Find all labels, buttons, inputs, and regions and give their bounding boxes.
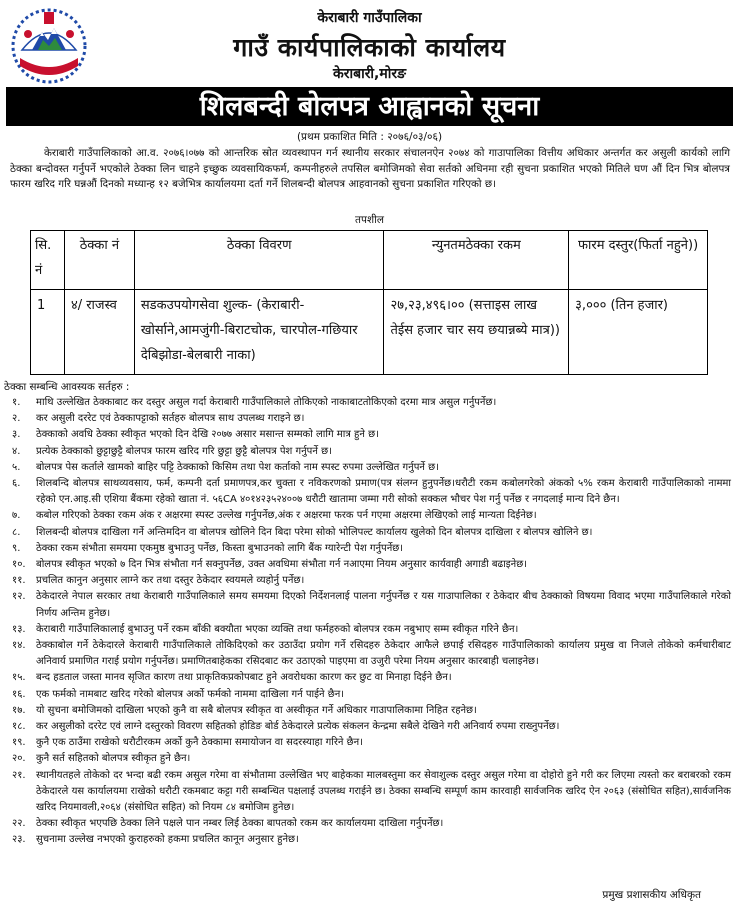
term-number: २०. — [12, 753, 26, 765]
list-item — [0, 444, 739, 460]
terms-heading: ठेक्का सम्बन्धि आवस्यक सर्तहरु : — [4, 381, 130, 393]
list-item — [0, 622, 739, 638]
term-number: ३. — [12, 429, 21, 441]
term-number: २१. — [12, 769, 26, 781]
cell-contract-no: ४/ राजस्व — [64, 290, 134, 375]
term-text: कबोल गरिएको ठेक्का रकम अंक र अक्षरमा स्पस्ट उल्लेख गर्नुपर्नेछ,अंक र अक्षरमा फरक पर्न गएमा अक्षरमा लेखिएको लाई मान्यता दिईनेछ। — [36, 510, 537, 522]
list-item — [0, 476, 739, 508]
term-number: १२. — [12, 591, 26, 603]
term-text: प्रत्येक ठेक्काको छुट्टाछुट्टै बोलपत्र फारम खरिद गरि छुट्टा छुट्टै बोलपत्र पेश गर्नुपर्ने छ। — [36, 445, 332, 457]
term-text: केराबारी गाउँपालिकालाई बुभाउनु पर्ने रकम बाँकी बक्यौता भएका व्यक्ति तथा फर्महरुको बोलपत्र रकम नबुभाए सम्म स्वीकृत गरिने छैन। — [36, 623, 519, 635]
term-number: १४. — [12, 640, 26, 652]
publication-date: (प्रथम प्रकाशित मिति : २०७६/०३/०६) — [296, 131, 443, 143]
cell-serial: 1 — [31, 290, 65, 375]
col-header-minimum-amount: न्युनतमठेक्का रकम — [384, 231, 569, 290]
term-text: कुनै एक ठाउँमा राखेको धरौटीरकम अर्को कुनै ठेक्कामा समायोजन वा सदरस्याहा गरिने छैन। — [36, 737, 364, 749]
list-item — [0, 557, 739, 573]
notice-title-banner: शिलबन्दी बोलपत्र आह्वानको सूचना — [6, 87, 733, 126]
cell-form-fee: ३,००० (तिन हजार) — [569, 290, 708, 375]
list-item — [0, 751, 739, 767]
term-number: १०. — [12, 559, 26, 571]
signature-title: प्रमुख प्रशासकीय अधिकृत — [602, 889, 701, 901]
term-number: ९. — [12, 542, 21, 554]
term-number: १६. — [12, 688, 26, 700]
term-number: १९. — [12, 737, 26, 749]
term-number: ४. — [12, 445, 21, 457]
table-row — [31, 290, 708, 375]
term-number: १८. — [12, 721, 26, 733]
intro-paragraph: केराबारी गाउँपालिकाको आ.व. २०७६।०७७ को आन्तरिक स्रोत व्यवस्थापन गर्न स्थानीय सरकार संचालनऐन २०७४ को गाउापालिका वित्तीय अधिकार अन्तर्गत कर असुली कार्यको लागि ठेक्का बन्दोवस्त गर्नुपर्ने भएकोले ठेक्का लिन चाहने इच्छुक व्यवसायिकफर्म, कम्पनीहरुले तपसिल बमोजिमको सेवा सर्तको अधिनमा रही सुचना प्रकाशित भएको मितिले घण औं दिन भित्र बोलपत्र फारम खरिद गरि घन्नऔं दिनको मध्यान्ह १२ बजेभित्र कार्यालयमा दर्ता गर्ने शिलबन्दी बोलपत्र आहवानको सुचना प्रकाशित गरिएको छ। — [10, 147, 730, 190]
list-item — [0, 573, 739, 589]
office-name: गाउँ कार्यपालिकाको कार्यालय — [233, 33, 506, 62]
term-text: ठेक्काबोल गर्ने ठेकेदारले केराबारी गाउँपालिकाले तोकिदिएको कर उठाउँदा प्रयोग गर्ने रसिदहरु ठेकेदार आफैले छपाई रसिदहरु गाउँपालिकाको कार्यालय प्रमुख वा निजले तोकेको कर्मचारीबाट अनिवार्य प्रमाणित गराई प्रयोग गर्नुपर्नेछ। प्रमाणितबाहेकका रसिदबाट कर उठाएको पाइएमा वा उजुरी परेमा नियम अनुसार कारबाही चलाइनेछ। — [36, 640, 731, 668]
term-text: प्रचलित कानुन अनुसार लाग्ने कर तथा दस्तुर ठेकेदार स्वयमले व्यहोर्नु पर्नेछ। — [36, 575, 305, 587]
term-text: बोलपत्र पेस कर्ताले खामको बाहिर पट्टि ठेक्काको किसिम तथा पेश कर्ताको नाम स्पस्ट रुपमा उल्लेखित गर्नुपर्ने छ। — [36, 461, 439, 473]
list-item — [0, 541, 739, 557]
term-text: बोलपत्र स्वीकृत भएको ७ दिन भित्र संभौता गर्न सक्नुपर्नेछ, उक्त अवधिमा संभौता गर्न नआएमा नियम अनुसार कार्यवाही अगाडी बढाइनेछ। — [36, 559, 528, 571]
table-header-row — [31, 231, 708, 290]
term-number: ६. — [12, 478, 21, 490]
contract-table — [30, 230, 708, 375]
term-text: कर असुली दररेट एवं ठेक्कापट्टाको सर्तहरु बोलपत्र साथ उपलब्ध गराइने छ। — [36, 413, 305, 425]
term-number: २३. — [12, 834, 26, 846]
col-header-serial: सि. नं — [31, 231, 65, 290]
col-header-description: ठेक्का विवरण — [134, 231, 384, 290]
list-item — [0, 589, 739, 621]
term-number: ५. — [12, 461, 21, 473]
list-item — [0, 687, 739, 703]
cell-minimum-amount: २७,२३,४९६।०० (सत्ताइस लाख तेईस हजार चार सय छयान्नब्ये मात्र)) — [384, 290, 569, 375]
term-text: यो सुचना बमोजिमको दाखिला भएको कुनै वा सबै बोलपत्र स्वीकृत वा अस्वीकृत गर्ने अधिकार गाउापालिकामा निहित रहनेछ। — [36, 704, 477, 716]
list-item — [0, 508, 739, 524]
term-text: स्थानीयतहले तोकेको दर भन्दा बढी रकम असुल गरेमा वा संभौतामा उल्लेखित भए बाहेकका मालबस्तुमा कर सेवाशुल्क दस्तुर असुल गरेमा वा दोहोरो हुने गरी कर लिएमा त्यस्तो कर बराबरको रकम ठेकेदारले यस कार्यालयमा राखेको धरौटी रकमबाट कट्टा गरी सम्बन्धित पक्षलाई उपलब्ध गराईने छ। ठेक्का सम्बन्धि सम्पूर्ण काम कारवाही सार्वजनिक खरिद ऐन २०६३ (संसोधित सहित),सार्वजनिक खरिद नियमावली,२०६४ (संसोधित सहित) को नियम ८४ बमोजिम हुनेछ। — [36, 769, 731, 814]
term-text: ठेक्काको अवधि ठेक्का स्वीकृत भएको दिन देखि २०७७ असार मसान्त सम्मको लागि मात्र हुने छ। — [36, 429, 379, 441]
list-item — [0, 832, 739, 848]
term-text: शिलबन्दि बोलपत्र साथव्यवसाय, फर्म, कम्पनी दर्ता प्रमाणपत्र,कर चुक्ता र नविकरणको प्रमाण(पत्र संलग्न हुनुपर्नेछ।धरौटी रकम कबोलगरेको अंकको ५% रकम केराबारी गाउँपालिकाको नाममा रहेको एन.आइ.सी एशिया बैंकमा रहेको खाता नं. ५६CA ४०१४२३५२४००७ धरौटी खातामा जम्मा गरी सोको सक्कल भौचर पेश गर्नु पर्नेछ र नगदलाई मान्य दिने छैन। — [36, 478, 731, 506]
term-number: ८. — [12, 526, 21, 538]
list-item — [0, 525, 739, 541]
term-text: सुचनामा उल्लेख नभएको कुराहरुको हकमा प्रचलित कानून अनुसार हुनेछ। — [36, 834, 299, 846]
term-number: १५. — [12, 672, 26, 684]
list-item — [0, 703, 739, 719]
municipality-name: केराबारी गाउँपालिका — [317, 10, 422, 26]
schedule-label: तपशील — [355, 214, 384, 226]
term-text: एक फर्मको नामबाट खरिद गरेको बोलपत्र अर्को फर्मको नाममा दाखिला गर्न पाईने छैन। — [36, 688, 345, 700]
list-item — [0, 638, 739, 670]
list-item — [0, 411, 739, 427]
term-number: ७. — [12, 510, 21, 522]
list-item — [0, 816, 739, 832]
term-number: २. — [12, 413, 21, 425]
term-text: शिलबन्दी बोलपत्र दाखिला गर्ने अन्तिमदिन वा बोलपत्र खोलिने दिन बिदा परेमा सोको भोलिपल्ट कार्यालय खुलेको दिन बोलपत्र दाखिला र बोलपत्र खोलिने छ। — [36, 526, 593, 538]
cell-description: सडकउपयोगसेवा शुल्क- (केराबारी-खोर्साने,आमजुंगी-बिराटचोक, चारपोल-गछियार देबिझोडा-बेलबारी नाका) — [134, 290, 384, 375]
term-number: १३. — [12, 623, 26, 635]
list-item — [0, 719, 739, 735]
col-header-form-fee: फारम दस्तुर(फिर्ता नहुने)) — [569, 231, 708, 290]
office-address: केराबारी,मोरङ — [332, 66, 407, 82]
list-item — [0, 768, 739, 817]
term-text: बन्द हडताल जस्ता मानव सृजित कारण तथा प्राकृतिकप्रकोपबाट हुने अवरोधका कारण कर छुट वा मिनाहा दिईने छैन। — [36, 672, 452, 684]
term-text: कर असुलीको दररेट एवं लाग्ने दस्तुरको विवरण सहितको होडिङ बोर्ड ठेकेदारले प्रत्येक संकलन केन्द्रमा सबैले देखिने गरी अनिवार्य रुपमा राख्नुपर्नेछ। — [36, 721, 560, 733]
term-text: ठेक्का रकम संभौता समयमा एकमुष्ठ बुभाउनु पर्नेछ, किस्ता बुभाउनको लागि बैंक ग्यारेन्टी पेश गर्नुपर्नेछ। — [36, 542, 404, 554]
term-text: ठेक्का स्वीकृत भएपछि ठेक्का लिने पक्षले पान नम्बर लिई ठेक्का बापतको रकम कर कार्यालयमा दाखिला गर्नुपर्नेछ। — [36, 818, 444, 830]
list-item — [0, 735, 739, 751]
term-number: ११. — [12, 575, 26, 587]
list-item — [0, 395, 739, 411]
list-item — [0, 427, 739, 443]
terms-list — [0, 395, 739, 849]
term-number: २२. — [12, 818, 26, 830]
list-item — [0, 670, 739, 686]
term-text: माथि उल्लेखित ठेक्काबाट कर दस्तुर असुल गर्दा केराबारी गाउँपालिकाले तोकिएको नाकाबाटतोकिएको दरमा मात्र असुल गर्नुपर्नेछ। — [36, 397, 497, 408]
list-item — [0, 460, 739, 476]
col-header-contract-no: ठेक्का नं — [64, 231, 134, 290]
term-number: १७. — [12, 704, 26, 716]
term-text: कुनै सर्त सहितको बोलपत्र स्वीकृत हुने छैन। — [36, 753, 191, 765]
term-number: १. — [12, 397, 21, 408]
term-text: ठेकेदारले नेपाल सरकार तथा केराबारी गाउँपालिकाले समय समयमा दिएको निर्देशनलाई पालना गर्नुपर्नेछ र यस गाउापालिका र ठेकेदार बीच ठेक्काको विषयमा विवाद भएमा गाउँपालिकाले गरेको निर्णय अन्तिम हुनेछ। — [36, 591, 731, 619]
